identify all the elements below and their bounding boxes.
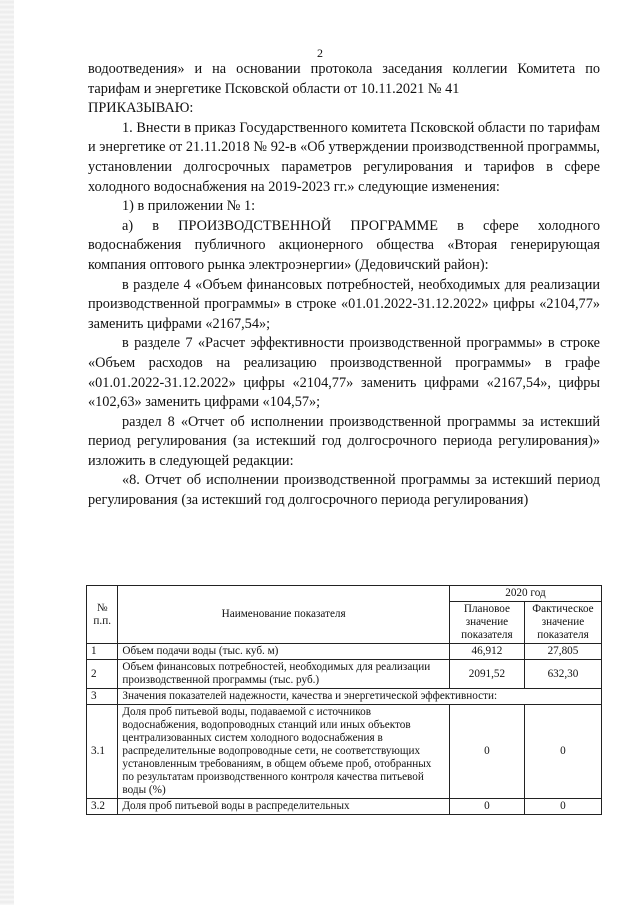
- row-fact: 27,805: [524, 644, 601, 660]
- row-name: Доля проб питьевой воды, подаваемой с источников водоснабжения, водопроводных станций или иных объектов централизованных систем холодного водоснабжения в распределительные водопроводные сети, не соответствующих установленным требованиям, в общем объеме проб, отобранных по результатам производственного контроля качества питьевой воды (%): [118, 705, 450, 799]
- report-table: [86, 585, 602, 815]
- row-no: 3.1: [87, 705, 118, 799]
- header-year: 2020 год: [449, 586, 601, 602]
- row-name: Значения показателей надежности, качества и энергетической эффективности:: [118, 689, 602, 705]
- row-plan: 2091,52: [449, 660, 524, 689]
- table-row: [87, 644, 602, 660]
- header-fact: Фактическое значение показателя: [524, 602, 601, 644]
- page-number: 2: [317, 46, 323, 60]
- header-no: № п.п.: [87, 586, 118, 644]
- row-name: Объем подачи воды (тыс. куб. м): [118, 644, 450, 660]
- header-name: Наименование показателя: [118, 586, 450, 644]
- paragraph-6: в разделе 4 «Объем финансовых потребностей, необходимых для реализации производственной программы» в строке «01.01.2022-31.12.2022» цифры «2104,77» заменить цифрами «2167,54»;: [88, 276, 600, 332]
- row-name: Объем финансовых потребностей, необходимых для реализации производственной программы (тыс. руб.): [118, 660, 450, 689]
- row-fact: 0: [524, 705, 601, 799]
- row-name: Доля проб питьевой воды в распределительных: [118, 799, 450, 815]
- paragraph-9: «8. Отчет об исполнении производственной программы за истекший период регулирования (за истекший год долгосрочного периода регулирования): [88, 472, 600, 509]
- document-body: [88, 60, 600, 511]
- row-plan: 0: [449, 799, 524, 815]
- row-no: 3: [87, 689, 118, 705]
- table-row: [87, 660, 602, 689]
- paragraph-4: 1) в приложении № 1:: [122, 198, 256, 215]
- row-fact: 632,30: [524, 660, 601, 689]
- row-no: 3.2: [87, 799, 118, 815]
- row-no: 1: [87, 644, 118, 660]
- paragraph-3: 1. Внести в приказ Государственного комитета Псковской области по тарифам и энергетике от 21.11.2018 № 92-в «Об утверждении производственной программы, установлении долгосрочных параметров регулирования и тарифов в сфере холодного водоснабжения на 2019-2023 гг.» следующие изменения:: [88, 119, 600, 195]
- scan-edge-artifact: [0, 0, 14, 905]
- paragraph-2: ПРИКАЗЫВАЮ:: [88, 100, 194, 117]
- header-plan: Плановое значение показателя: [449, 602, 524, 644]
- row-no: 2: [87, 660, 118, 689]
- paragraph-1: водоотведения» и на основании протокола заседания коллегии Комитета по тарифам и энергетике Псковской области от 10.11.2021 № 41: [88, 61, 600, 97]
- paragraph-8: раздел 8 «Отчет об исполнении производственной программы за истекший период регулирования (за истекший год долгосрочного периода регулирования)» изложить в следующей редакции:: [88, 413, 600, 469]
- row-plan: 46,912: [449, 644, 524, 660]
- table-row: [87, 799, 602, 815]
- paragraph-7: в разделе 7 «Расчет эффективности производственной программы» в строке «Объем расходов на реализацию производственной программы» в графе «01.01.2022-31.12.2022» цифры «2104,77» заменить цифрами «2167,54», цифры «102,63» заменить цифрами «104,57»;: [88, 335, 600, 411]
- row-fact: 0: [524, 799, 601, 815]
- paragraph-5: а) в ПРОИЗВОДСТВЕННОЙ ПРОГРАММЕ в сфере холодного водоснабжения публичного акционерного общества «Вторая генерирующая компания оптового рынка электроэнергии» (Дедовичский район):: [88, 217, 600, 273]
- table-row: [87, 689, 602, 705]
- row-plan: 0: [449, 705, 524, 799]
- table-row: [87, 705, 602, 799]
